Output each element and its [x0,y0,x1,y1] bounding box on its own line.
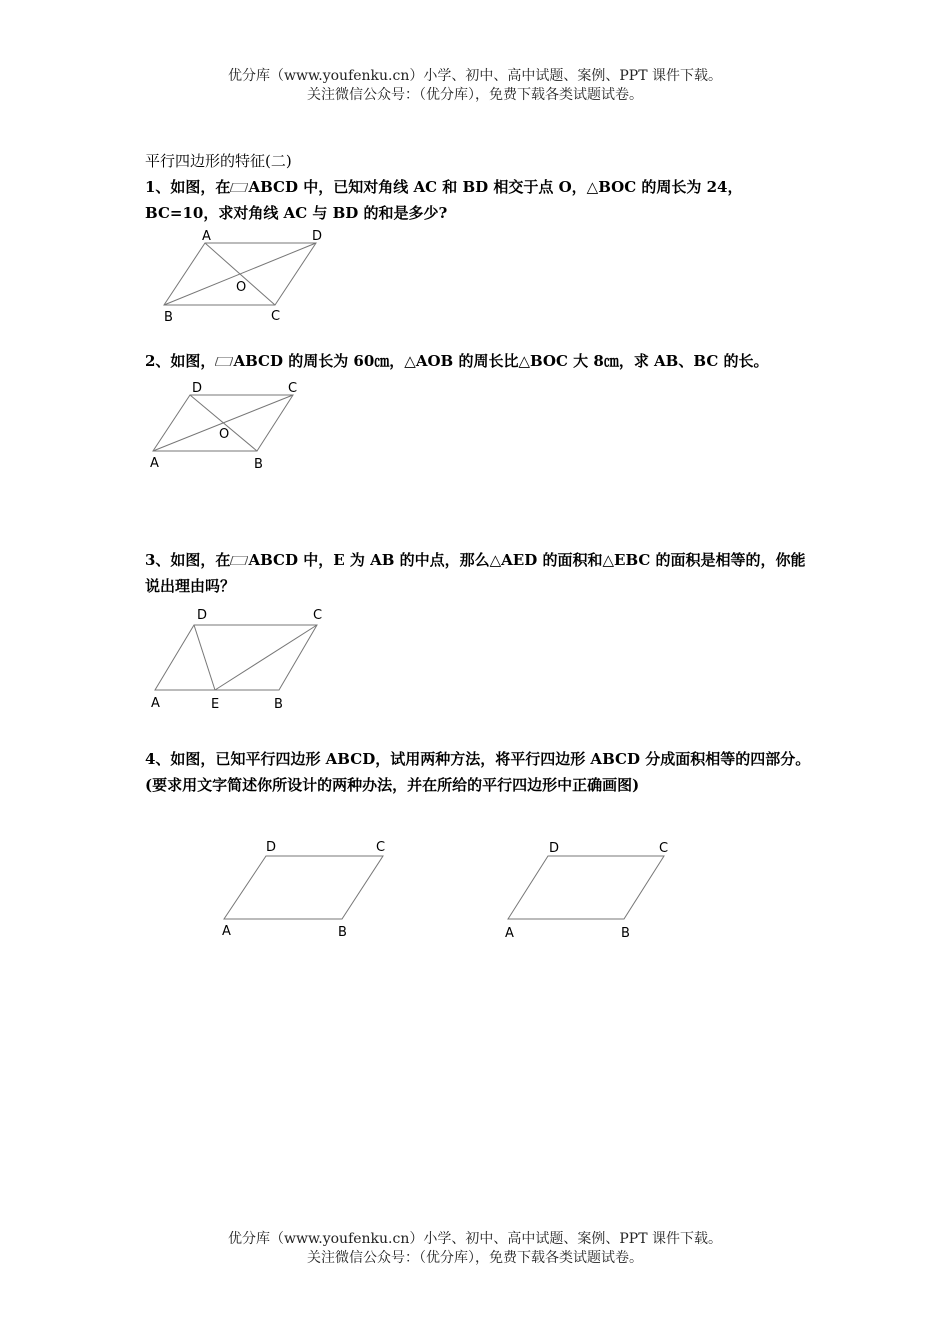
figure-3-parallelogram [155,625,317,690]
figure-1-diagonal-bd [164,243,316,305]
parallelogram-symbol-icon [230,556,248,565]
figure-3-segment-ec [215,625,317,690]
figure-4b-label-b: B [621,926,630,941]
figure-2-label-b: B [254,457,263,472]
question-4-text: 4、如图，已知平行四边形 ABCD，试用两种方法，将平行四边形 ABCD 分成面积相等的四部分。 [145,750,811,768]
parallelogram-symbol-icon [215,357,233,366]
figure-1-label-d: D [312,229,323,244]
question-1-prefix: 1、如图，在 [145,178,231,196]
figure-3-segment-de [194,625,215,690]
figure-1-label-a: A [202,229,211,244]
figure-3-label-d: D [197,608,208,623]
figure-2-diagonal-bd [190,395,257,451]
question-1-text: ABCD 中，已知对角线 AC 和 BD 相交于点 O，△BOC 的周长为 24，BC=10，求对角线 AC 与 BD 的和是多少? [145,178,743,222]
figure-4b [500,835,680,945]
parallelogram-symbol-icon [230,183,248,192]
question-3-prefix: 3、如图，在 [145,551,231,569]
figure-2-label-c: C [288,381,298,396]
figure-4b-label-a: A [505,926,514,941]
question-4-note: (要求用文字简述你所设计的两种办法，并在所给的平行四边形中正确画图) [145,776,640,794]
page-title: 平行四边形的特征(二) [145,152,292,170]
question-3 [145,547,815,599]
figure-4a-label-d: D [266,840,277,855]
figure-4a-parallelogram [224,856,383,919]
figure-3-label-a: A [151,696,160,711]
figure-4b-label-c: C [659,841,669,856]
figure-1 [155,225,335,325]
question-2-text: ABCD 的周长为 60㎝，△AOB 的周长比△BOC 大 8㎝，求 AB、BC 的长。 [233,352,769,370]
figure-4a-label-b: B [338,925,347,940]
question-2-prefix: 2、如图， [145,352,216,370]
figure-1-label-c: C [271,309,281,324]
figure-2-label-o: O [219,427,230,442]
footer-line-1: 优分库（www.youfenku.cn）小学、初中、高中试题、案例、PPT 课件下载。 [227,1231,722,1247]
figure-3-label-e: E [211,697,220,712]
figure-4a-label-c: C [376,840,386,855]
footer-line-2: 关注微信公众号：（优分库），免费下载各类试题试卷。 [307,1250,643,1266]
figure-4b-label-d: D [549,841,560,856]
figure-3 [145,603,345,718]
figure-2-label-d: D [192,381,203,396]
question-4 [145,746,815,798]
figure-2-label-a: A [150,456,159,471]
figure-3-label-c: C [313,608,323,623]
figure-4a-label-a: A [222,924,231,939]
figure-2 [145,377,315,477]
figure-3-label-b: B [274,697,283,712]
question-2 [145,348,815,374]
header-line-2: 关注微信公众号：（优分库），免费下载各类试题试卷。 [307,87,643,103]
header-line-1: 优分库（www.youfenku.cn）小学、初中、高中试题、案例、PPT 课件下载。 [227,68,722,84]
figure-4b-parallelogram [508,856,664,919]
question-1 [145,174,815,226]
figure-1-label-b: B [164,310,173,325]
question-3-text: ABCD 中，E 为 AB 的中点，那么△AED 的面积和△EBC 的面积是相等的，你能说出理由吗？ [145,551,806,595]
figure-4a [218,835,398,945]
figure-1-label-o: O [236,280,247,295]
